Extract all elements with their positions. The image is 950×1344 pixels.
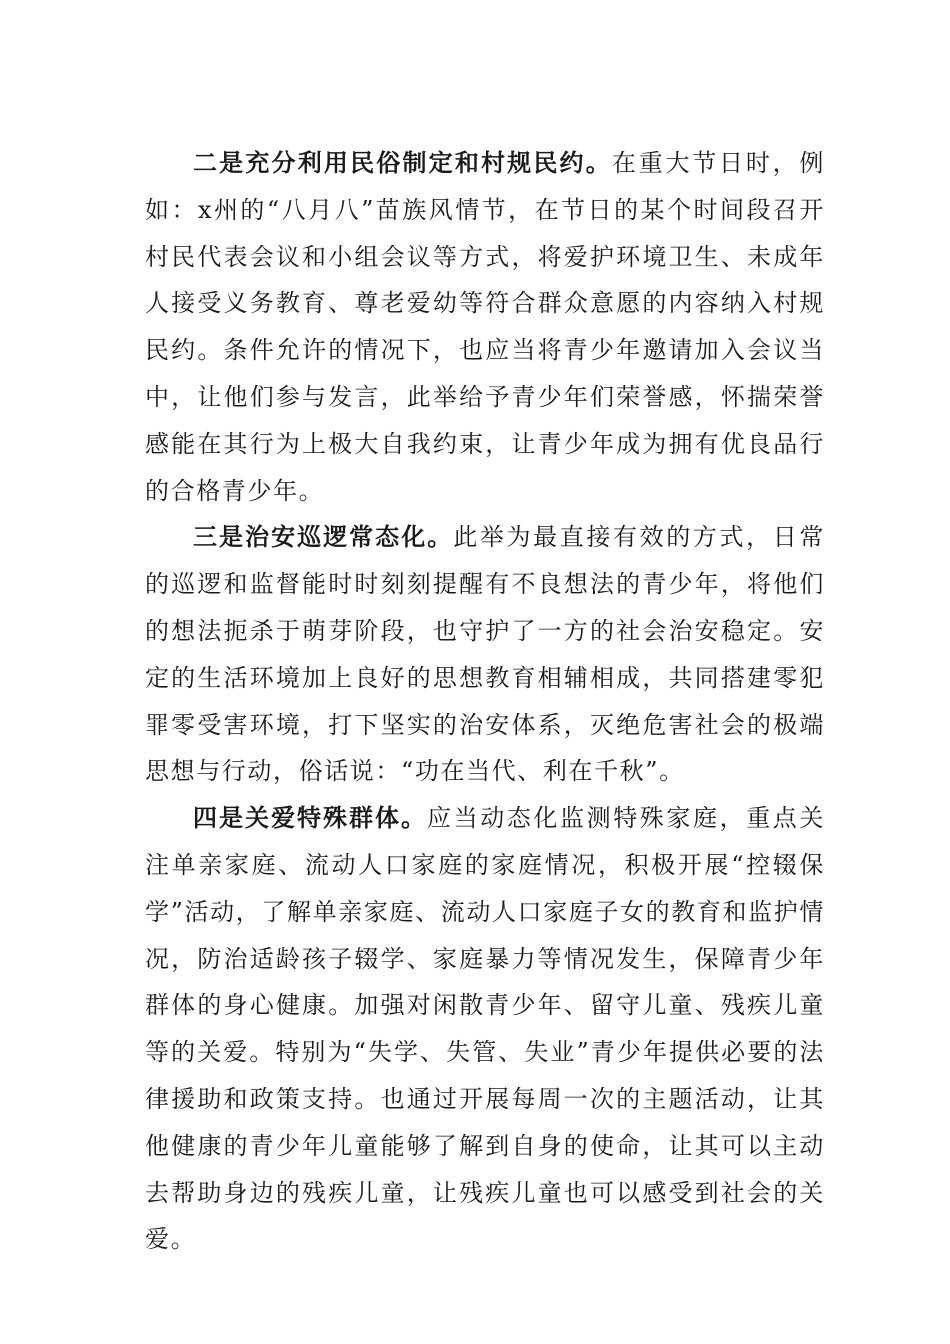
paragraph-heading: 四是关爱特殊群体。 bbox=[193, 804, 427, 833]
paragraph-text: 应当动态化监测特殊家庭，重点关注单亲家庭、流动人口家庭的家庭情况，积极开展“控辍保学”活动，了解单亲家庭、流动人口家庭子女的教育和监护情况，防治适龄孩子辍学、家庭暴力等情况发生，保障青少年群体的身心健康。加强对闲散青少年、留守儿童、残疾儿童等的关爱。特别为“失学、失管、失业”青少年提供必要的法律援助和政策支持。也通过开展每周一次的主题活动，让其他健康的青少年儿童能够了解到自身的使命，让其可以主动去帮助身边的残疾儿童，让残疾儿童也可以感受到社会的关爱。 bbox=[145, 804, 825, 1254]
document-body bbox=[145, 140, 825, 1263]
paragraph-heading: 三是治安巡逻常态化。 bbox=[193, 523, 454, 552]
paragraph-folk-customs bbox=[145, 140, 825, 514]
paragraph-text: 在重大节日时，例如：x州的“八月八”苗族风情节，在节日的某个时间段召开村民代表会议和小组会议等方式，将爱护环境卫生、未成年人接受义务教育、尊老爱幼等符合群众意愿的内容纳入村规民约。条件允许的情况下，也应当将青少年邀请加入会议当中，让他们参与发言，此举给予青少年们荣誉感，怀揣荣誉感能在其行为上极大自我约束，让青少年成为拥有优良品行的合格青少年。 bbox=[145, 149, 825, 505]
paragraph-text: 此举为最直接有效的方式，日常的巡逻和监督能时时刻刻提醒有不良想法的青少年，将他们的想法扼杀于萌芽阶段，也守护了一方的社会治安稳定。安定的生活环境加上良好的思想教育相辅相成，共同搭建零犯罪零受害环境，打下坚实的治安体系，灭绝危害社会的极端思想与行动，俗话说：“功在当代、利在千秋”。 bbox=[145, 523, 826, 786]
paragraph-special-groups bbox=[145, 795, 825, 1263]
paragraph-patrol bbox=[145, 514, 825, 795]
paragraph-heading: 二是充分利用民俗制定和村规民约。 bbox=[193, 149, 612, 177]
